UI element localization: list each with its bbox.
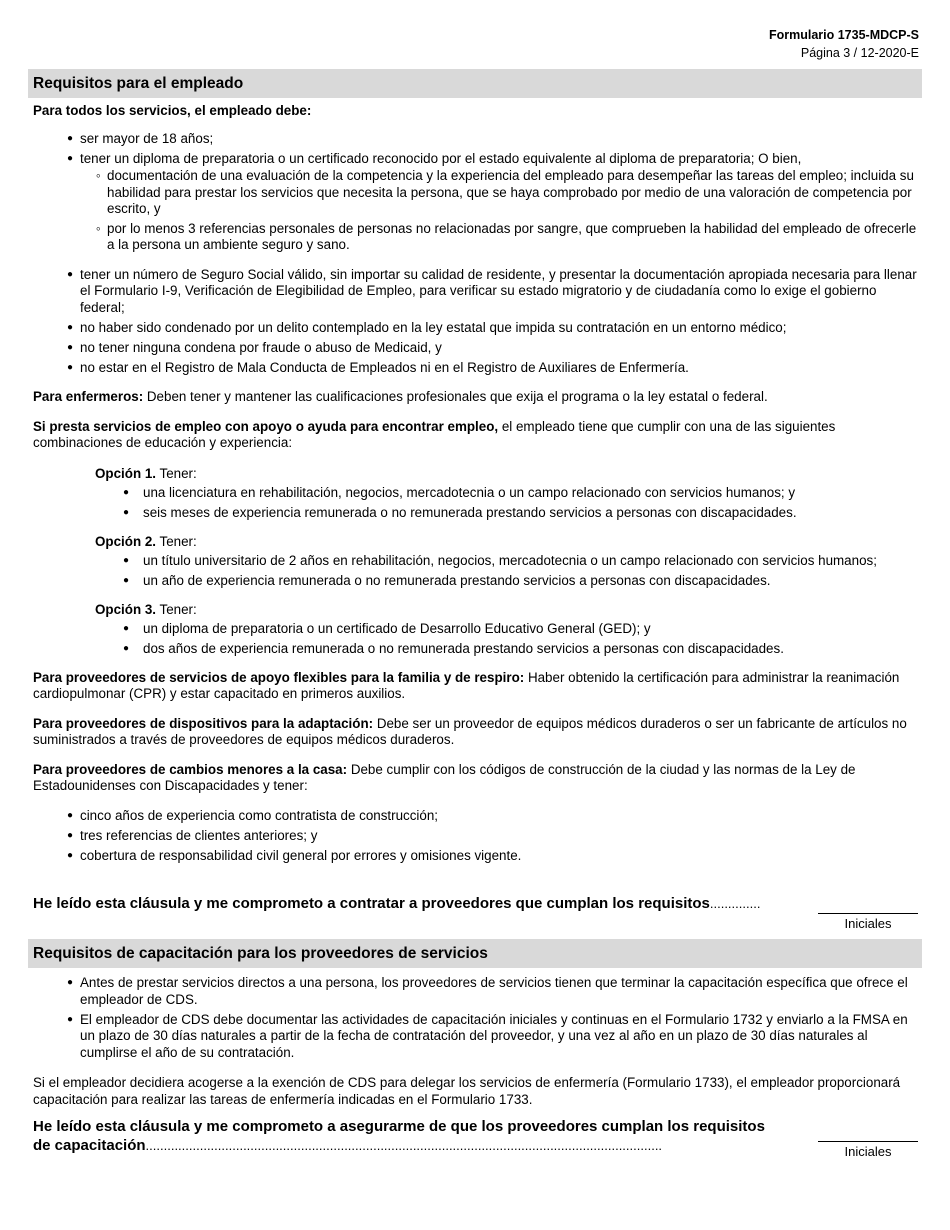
option-2	[95, 534, 919, 551]
nurses-text: Deben tener y mantener las cualificaciones profesionales que exija el programa o la ley estatal o federal.	[143, 389, 768, 404]
flexible-support-label: Para proveedores de servicios de apoyo flexibles para la familia y de respiro:	[33, 669, 525, 685]
list-item: ● El empleador de CDS debe documentar las actividades de capacitación iniciales y continuas en el Formulario 1732 y enviarlo a la FMSA en un plazo de 30 días naturales a partir de la fecha de contratación del proveedor, y una vez al año en un plazo de 30 días naturales al cumplirse el año de su contratación.	[33, 1012, 919, 1062]
option-2-list	[33, 553, 919, 590]
option-1-list	[33, 485, 919, 522]
home-modifications-label: Para proveedores de cambios menores a la casa:	[33, 761, 348, 777]
option-label: Opción 3.	[95, 601, 157, 617]
list-item-text: tener un diploma de preparatoria o un certificado reconocido por el estado equivalente al diploma de preparatoria; O bien,	[80, 150, 802, 166]
home-modifications-text: Debe cumplir con los códigos de construcción de la ciudad y las normas de la Ley de Estadounidenses con Discapacidades y tener:	[33, 761, 856, 793]
list-item: ● un título universitario de 2 años en rehabilitación, negocios, mercadotecnia o un campo relacionado con servicios humanos;	[33, 553, 919, 570]
requirements-list	[33, 131, 919, 254]
training-list	[33, 975, 919, 1061]
attestation-text: He leído esta cláusula y me comprometo a contratar a proveedores que cumplan los requisitos	[33, 895, 710, 912]
list-item: ● cobertura de responsabilidad civil general por errores y omisiones vigente.	[33, 848, 919, 865]
attestation-text-line2: de capacitación	[33, 1137, 146, 1154]
nurses-paragraph	[33, 389, 919, 406]
option-1	[95, 466, 919, 483]
list-item: ● tener un número de Seguro Social válido, sin importar su calidad de residente, y presentar la documentación apropiada necesaria para llenar el Formulario I-9, Verificación de Elegibilidad de Empleo, para verificar su estado migratorio y de ciudadanía como lo exige el gobierno federal;	[33, 267, 919, 317]
page-header	[769, 27, 919, 61]
list-item: ● un diploma de preparatoria o un certificado de Desarrollo Educativo General (GED); y	[33, 621, 919, 638]
list-item: ● no estar en el Registro de Mala Conducta de Empleados ni en el Registro de Auxiliares de Enfermería.	[33, 360, 919, 377]
supported-employment-text: el empleado tiene que cumplir con una de las siguientes combinaciones de educación y experiencia:	[33, 418, 836, 450]
training-block	[33, 975, 919, 1108]
section-title-employee-requirements: Requisitos para el empleado	[28, 69, 922, 98]
all-services-intro: Para todos los servicios, el empleado debe:	[33, 103, 312, 118]
option-3	[95, 602, 919, 619]
page-info: Página 3 / 12-2020-E	[800, 45, 919, 60]
list-item: ● no haber sido condenado por un delito contemplado en la ley estatal que impida su contratación en un entorno médico;	[33, 320, 919, 337]
list-item: ● ser mayor de 18 años;	[33, 131, 919, 148]
attestation-text-line1: He leído esta cláusula y me comprometo a asegurarme de que los proveedores cumplan los requisitos	[33, 1118, 765, 1135]
home-modifications-list	[33, 808, 919, 865]
list-item: ● un año de experiencia remunerada o no remunerada prestando servicios a personas con discapacidades.	[33, 573, 919, 590]
requirements-list-continued	[33, 267, 919, 377]
flexible-support-text: Haber obtenido la certificación para administrar la reanimación cardiopulmonar (CPR) y estar capacitado en primeros auxilios.	[33, 669, 900, 701]
nurses-label: Para enfermeros:	[33, 389, 144, 404]
attestation-providers	[33, 894, 919, 913]
adaptive-devices-label: Para proveedores de dispositivos para la adaptación:	[33, 715, 374, 731]
adaptive-devices-paragraph	[33, 716, 919, 749]
all-services-block	[33, 103, 919, 868]
list-item: ● cinco años de experiencia como contratista de construcción;	[33, 808, 919, 825]
list-item: ● no tener ninguna condena por fraude o abuso de Medicaid, y	[33, 340, 919, 357]
list-item: ● seis meses de experiencia remunerada o no remunerada prestando servicios a personas con discapacidades.	[33, 505, 919, 522]
list-item: ● dos años de experiencia remunerada o no remunerada prestando servicios a personas con discapacidades.	[33, 641, 919, 658]
exemption-paragraph: Si el empleador decidiera acogerse a la exención de CDS para delegar los servicios de enfermería (Formulario 1733), el empleador proporcionará capacitación para realizar las tareas de enfermería indicadas en el Formulario 1733.	[33, 1075, 901, 1107]
option-text: Tener:	[156, 533, 197, 549]
supported-employment-paragraph	[33, 419, 919, 452]
form-number: Formulario 1735-MDCP-S	[768, 28, 919, 42]
home-modifications-paragraph	[33, 762, 919, 795]
list-item: ● tres referencias de clientes anteriores; y	[33, 828, 919, 845]
list-item	[33, 151, 919, 254]
option-text: Tener:	[156, 465, 197, 481]
option-text: Tener:	[156, 601, 197, 617]
supported-employment-label: Si presta servicios de empleo con apoyo o ayuda para encontrar empleo,	[33, 418, 499, 434]
adaptive-devices-text: Debe ser un proveedor de equipos médicos duraderos o ser un fabricante de artículos no suministrados a través de proveedores de equipos médicos duraderos.	[33, 715, 907, 747]
attestation-training	[33, 1117, 919, 1155]
option-label: Opción 1.	[95, 465, 157, 481]
option-3-list	[33, 621, 919, 658]
alternatives-sublist	[80, 168, 919, 254]
option-label: Opción 2.	[95, 533, 157, 549]
section-title-training-requirements: Requisitos de capacitación para los proveedores de servicios	[28, 939, 922, 968]
list-item: ● una licenciatura en rehabilitación, negocios, mercadotecnia o un campo relacionado con servicios humanos; y	[33, 485, 919, 502]
sublist-item: ◦ documentación de una evaluación de la competencia y la experiencia del empleado para desempeñar las tareas del empleo; incluida su habilidad para prestar los servicios que necesita la persona, que se haya comprobado por medio de una valoración de competencia por escrito, y	[80, 168, 919, 218]
sublist-item: ◦ por lo menos 3 referencias personales de personas no relacionadas por sangre, que comprueben la habilidad del empleado de ofrecerle a la persona un ambiente seguro y sano.	[80, 221, 919, 254]
list-item: ● Antes de prestar servicios directos a una persona, los proveedores de servicios tienen que terminar la capacitación específica que ofrece el empleador de CDS.	[33, 975, 919, 1008]
attestation-dots: ..............	[709, 896, 761, 911]
flexible-support-paragraph	[33, 670, 919, 703]
initials-field[interactable]: Iniciales	[818, 913, 918, 933]
attestation-dots: ...............................................................................................................................................	[145, 1138, 663, 1153]
attestation-text-line2-row	[33, 1136, 798, 1155]
initials-field[interactable]: Iniciales	[818, 1141, 918, 1161]
